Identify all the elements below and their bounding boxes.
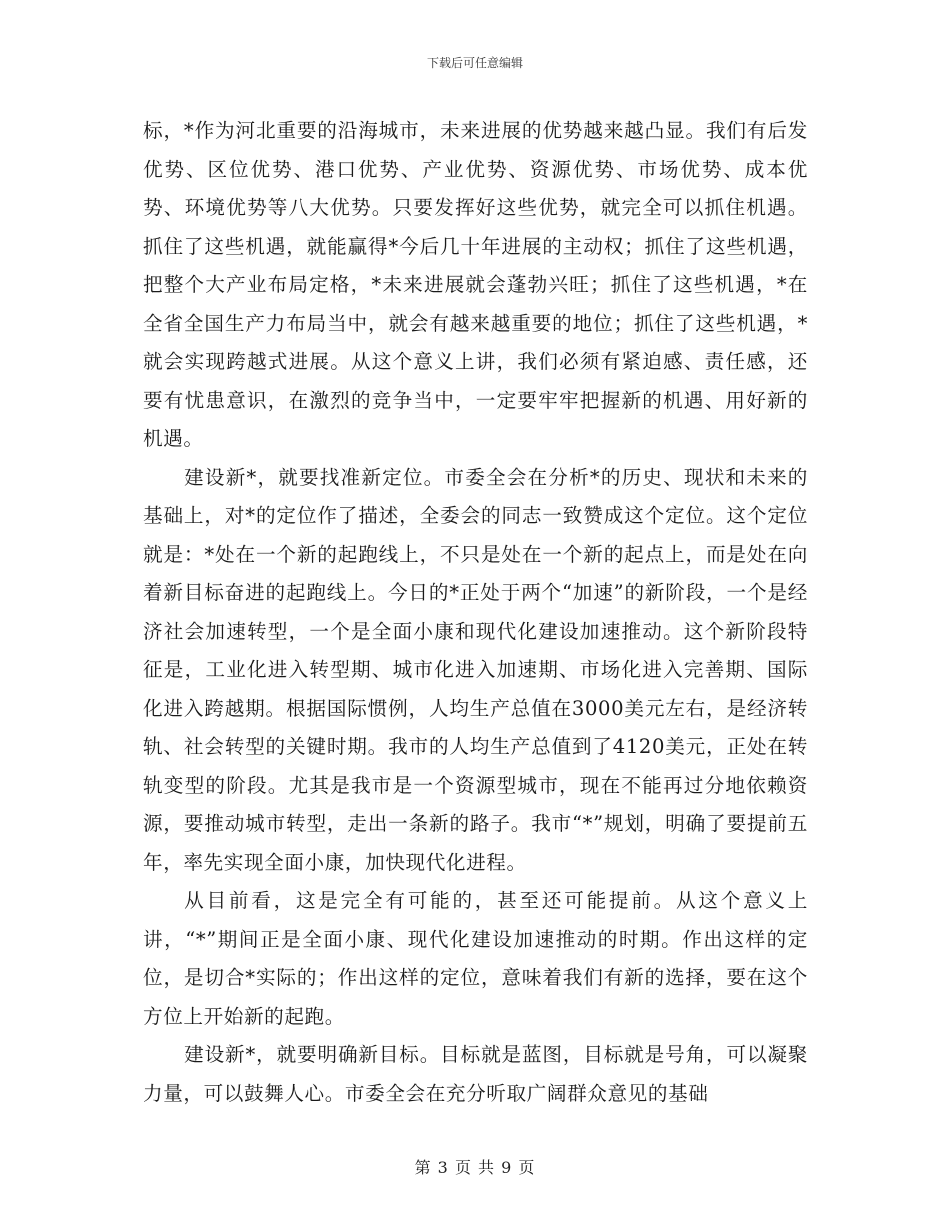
paragraph-2: 建设新*，就要找准新定位。市委全会在分析*的历史、现状和未来的基础上，对*的定位作了描述，全委会的同志一致赞成这个定位。这个定位就是：*处在一个新的起跑线上，不只是处在一个新的起点上，而是处在向着新目标奋进的起跑线上。今日的*正处于两个“加速”的新阶段，一个是经济社会加速转型，一个是全面小康和现代化建设加速推动。这个新阶段特征是，工业化进入转型期、城市化进入加速期、市场化进入完善期、国际化进入跨越期。根据国际惯例，人均生产总值在3000美元左右，是经济转轨、社会转型的关键时期。我市的人均生产总值到了4120美元，正处在转轨变型的阶段。尤其是我市是一个资源型城市，现在不能再过分地依赖资源，要推动城市转型，走出一条新的路子。我市“*”规划，明确了要提前五年，率先实现全面小康，加快现代化进程。 [143, 465, 808, 874]
paragraph-4: 建设新*，就要明确新目标。目标就是蓝图，目标就是号角，可以凝聚力量，可以鼓舞人心。市委全会在充分听取广阔群众意见的基础 [143, 1043, 808, 1105]
paragraph-3: 从目前看，这是完全有可能的，甚至还可能提前。从这个意义上讲，“*”期间正是全面小康、现代化建设加速推动的时期。作出这样的定位，是切合*实际的；作出这样的定位，意味着我们有新的选择，要在这个方位上开始新的起跑。 [143, 889, 808, 1028]
paragraph-1: 标，*作为河北重要的沿海城市，未来进展的优势越来越凸显。我们有后发优势、区位优势、港口优势、产业优势、资源优势、市场优势、成本优势、环境优势等八大优势。只要发挥好这些优势，就完全可以抓住机遇。抓住了这些机遇，就能赢得*今后几十年进展的主动权；抓住了这些机遇，把整个大产业布局定格，*未来进展就会蓬勃兴旺；抓住了这些机遇，*在全省全国生产力布局当中，就会有越来越重要的地位；抓住了这些机遇，*就会实现跨越式进展。从这个意义上讲，我们必须有紧迫感、责任感，还要有忧患意识，在激烈的竞争当中，一定要牢牢把握新的机遇、用好新的机遇。 [143, 119, 808, 450]
document-body [143, 112, 808, 1113]
page-number-footer: 第 3 页 共 9 页 [414, 1158, 536, 1177]
page-header: 下载后可任意编辑 [426, 56, 523, 70]
